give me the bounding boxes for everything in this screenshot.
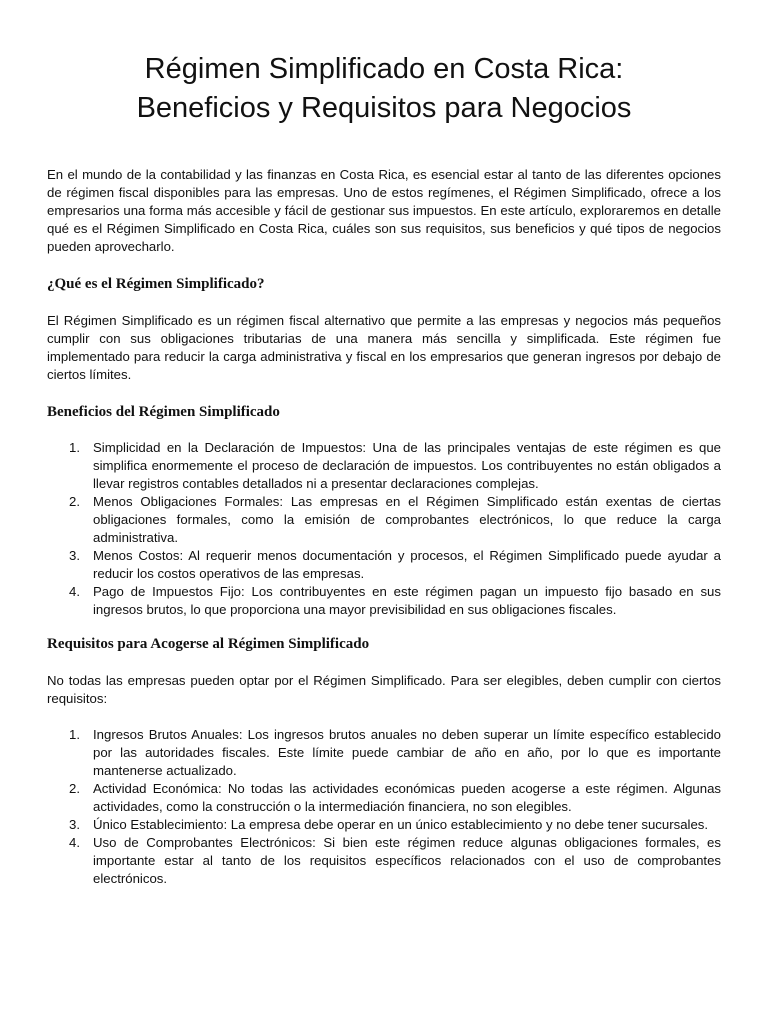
list-item-text: Ingresos Brutos Anuales: Los ingresos brutos anuales no deben superar un límite específico establecido por las autoridades fiscales. Este límite puede cambiar de año en año, por lo que es importante mantenerse actualizado. [93, 727, 721, 778]
page-title [47, 50, 721, 128]
list-item [47, 493, 721, 547]
list-item [47, 780, 721, 816]
list-item-number: 1. [69, 440, 80, 455]
section-heading-what: ¿Qué es el Régimen Simplificado? [47, 276, 265, 292]
section-what-paragraph: El Régimen Simplificado es un régimen fiscal alternativo que permite a las empresas y negocios más pequeños cumplir con sus obligaciones tributarias de una manera más sencilla y simplificada. Este régimen fue implementado para reducir la carga administrativa y fiscal en los empresarios que generan ingresos por debajo de ciertos límites. [47, 313, 721, 382]
list-item [47, 439, 721, 493]
list-item [47, 816, 721, 834]
list-item-text: Actividad Económica: No todas las actividades económicas pueden acogerse a este régimen. Algunas actividades, como la construcción o la intermediación financiera, no son elegibles. [93, 781, 721, 814]
page-title-line-1: Régimen Simplificado en Costa Rica: [144, 53, 624, 85]
list-item [47, 583, 721, 619]
section-heading-benefits: Beneficios del Régimen Simplificado [47, 404, 280, 420]
list-item [47, 547, 721, 583]
list-item-text: Uso de Comprobantes Electrónicos: Si bien este régimen reduce algunas obligaciones formales, es importante estar al tanto de los requisitos específicos relacionados con el uso de comprobantes electrónicos. [93, 835, 721, 886]
list-item [47, 726, 721, 780]
document-page [47, 50, 721, 888]
list-item-number: 4. [69, 835, 80, 850]
list-item-number: 2. [69, 494, 80, 509]
benefits-list [47, 439, 721, 619]
list-item-text: Menos Costos: Al requerir menos documentación y procesos, el Régimen Simplificado puede ayudar a reducir los costos operativos de las empresas. [93, 548, 721, 581]
list-item-text: Menos Obligaciones Formales: Las empresas en el Régimen Simplificado están exentas de ciertas obligaciones formales, como la emisión de comprobantes electrónicos, lo que reduce la carga administrativa. [93, 494, 721, 545]
list-item-number: 2. [69, 781, 80, 796]
requirements-list [47, 726, 721, 888]
list-item [47, 834, 721, 888]
list-item-number: 1. [69, 727, 80, 742]
list-item-text: Único Establecimiento: La empresa debe operar en un único establecimiento y no debe tener sucursales. [93, 817, 709, 832]
list-item-text: Pago de Impuestos Fijo: Los contribuyentes en este régimen pagan un impuesto fijo basado en sus ingresos brutos, lo que proporciona una mayor previsibilidad en sus obligaciones fiscales. [93, 584, 721, 617]
section-requirements-paragraph: No todas las empresas pueden optar por el Régimen Simplificado. Para ser elegibles, deben cumplir con ciertos requisitos: [47, 673, 721, 706]
intro-paragraph: En el mundo de la contabilidad y las finanzas en Costa Rica, es esencial estar al tanto de las diferentes opciones de régimen fiscal disponibles para las empresas. Uno de estos regímenes, el Régimen Simplificado, ofrece a los empresarios una forma más accesible y fácil de gestionar sus impuestos. En este artículo, exploraremos en detalle qué es el Régimen Simplificado en Costa Rica, cuáles son sus requisitos, sus beneficios y qué tipos de negocios pueden aprovecharlo. [47, 167, 721, 254]
list-item-number: 3. [69, 817, 80, 832]
page-title-line-2: Beneficios y Requisitos para Negocios [136, 92, 632, 124]
list-item-number: 3. [69, 548, 80, 563]
list-item-number: 4. [69, 584, 80, 599]
section-heading-requirements: Requisitos para Acogerse al Régimen Simplificado [47, 636, 370, 652]
list-item-text: Simplicidad en la Declaración de Impuestos: Una de las principales ventajas de este régimen es que simplifica enormemente el proceso de declaración de impuestos. Los contribuyentes no están obligados a llevar registros contables detallados ni a presentar declaraciones complejas. [93, 440, 721, 491]
